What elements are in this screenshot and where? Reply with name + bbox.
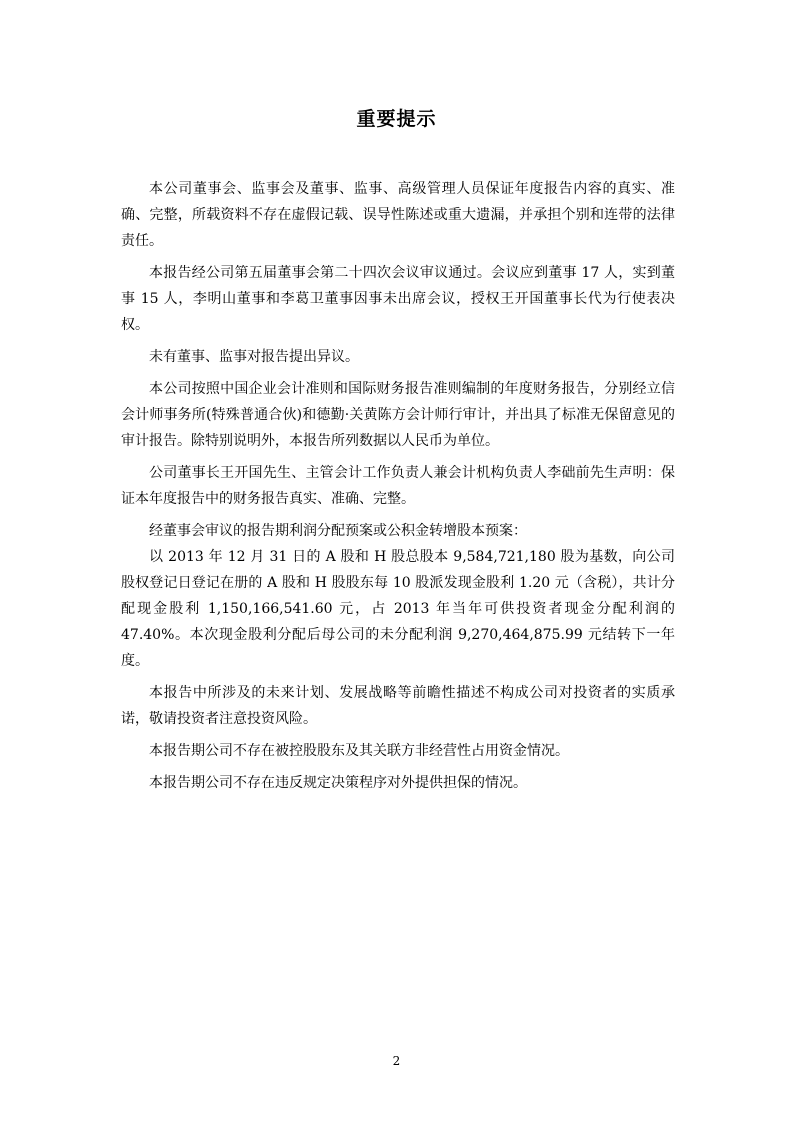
paragraph-no-illegal-guarantee: 本报告期公司不存在违反规定决策程序对外提供担保的情况。 [149, 775, 527, 791]
paragraph-profit-distribution-plan: 以 2013 年 12 月 31 日的 A 股和 H 股总股本 9,584,721,180 股为基数，向公司股权登记日登记在册的 A 股和 H 股股东每 10 股派发现金股利 1.20 元（含税），共计分配现金股利 1,150,166,541.60 元，占 2013 年当年可供投资者现金分配利润的 47.40%。本次现金股利分配后母公司的未分配利润 9,270,464,875.99 元结转下一年度。 [121, 549, 675, 669]
document-body [121, 176, 675, 802]
paragraph-no-fund-occupation: 本报告期公司不存在被控股股东及其关联方非经营性占用资金情况。 [149, 743, 569, 759]
paragraph-chairman-declaration: 公司董事长王开国先生、主管会计工作负责人兼会计机构负责人李础前先生声明：保证本年度报告中的财务报告真实、准确、完整。 [121, 465, 675, 507]
page-title: 重要提示 [356, 108, 437, 130]
paragraph-forward-looking-risk: 本报告中所涉及的未来计划、发展战略等前瞻性描述不构成公司对投资者的实质承诺，敬请投资者注意投资风险。 [121, 685, 675, 727]
paragraph-audit: 本公司按照中国企业会计准则和国际财务报告准则编制的年度财务报告，分别经立信会计师事务所(特殊普通合伙)和德勤·关黄陈方会计师行审计，并出具了标准无保留意见的审计报告。除特别说明外，本报告所列数据以人民币为单位。 [121, 381, 675, 449]
paragraph-responsibility-statement: 本公司董事会、监事会及董事、监事、高级管理人员保证年度报告内容的真实、准确、完整，所载资料不存在虚假记载、误导性陈述或重大遗漏，并承担个别和连带的法律责任。 [121, 181, 675, 249]
paragraph-board-meeting: 本报告经公司第五届董事会第二十四次会议审议通过。会议应到董事 17 人，实到董事 15 人，李明山董事和李葛卫董事因事未出席会议，授权王开国董事长代为行使表决权。 [121, 265, 675, 333]
paragraph-no-objection: 未有董事、监事对报告提出异议。 [149, 349, 359, 365]
page-number: 2 [392, 1054, 401, 1068]
paragraph-profit-distribution-heading: 经董事会审议的报告期利润分配预案或公积金转增股本预案： [149, 523, 527, 539]
